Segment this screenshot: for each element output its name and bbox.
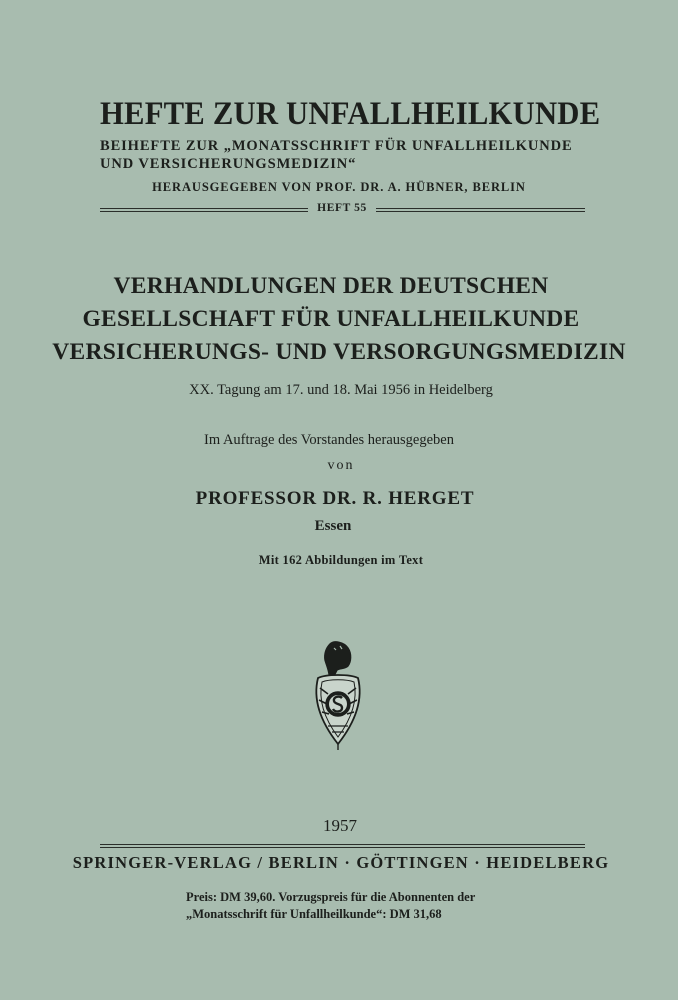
author-name: PROFESSOR DR. R. HERGET (195, 488, 475, 509)
figures-note: Mit 162 Abbildungen im Text (258, 553, 424, 567)
commission-note: Im Auftrage des Vorstandes herausgegeben (204, 432, 454, 448)
series-editor: HERAUSGEGEBEN VON PROF. DR. A. HÜBNER, BERLIN (152, 180, 526, 194)
by-word: von (327, 458, 355, 473)
issue-number: HEFT 55 (317, 202, 367, 214)
rule-right-divider (376, 208, 585, 212)
meeting-info: XX. Tagung am 17. und 18. Mai 1956 in Heidelberg (189, 382, 493, 398)
publisher-rule-divider (100, 844, 585, 848)
issue-rule (100, 201, 585, 219)
series-title: HEFTE ZUR UNFALLHEILKUNDE (100, 96, 601, 132)
author-city: Essen (314, 518, 352, 534)
book-title-line-3: VERSICHERUNGS- UND VERSORGUNGSMEDIZIN (52, 339, 626, 365)
springer-knight-logo-icon (304, 640, 372, 752)
book-title-line-2: GESELLSCHAFT FÜR UNFALLHEILKUNDE (82, 306, 580, 332)
price-line-1: Preis: DM 39,60. Vorzugspreis für die Abonnenten der (186, 890, 476, 904)
price-line-2: „Monatsschrift für Unfallheilkunde“: DM 31,68 (186, 907, 442, 921)
publisher-line: SPRINGER-VERLAG / BERLIN · GÖTTINGEN · HEIDELBERG (72, 853, 610, 872)
series-subtitle-line-1: BEIHEFTE ZUR „MONATSSCHRIFT FÜR UNFALLHEILKUNDE (100, 138, 573, 154)
rule-left-divider (100, 208, 308, 212)
publication-year: 1957 (323, 816, 357, 835)
series-subtitle-line-2: UND VERSICHERUNGSMEDIZIN“ (100, 156, 357, 172)
book-title-line-1: VERHANDLUNGEN DER DEUTSCHEN (113, 273, 549, 299)
